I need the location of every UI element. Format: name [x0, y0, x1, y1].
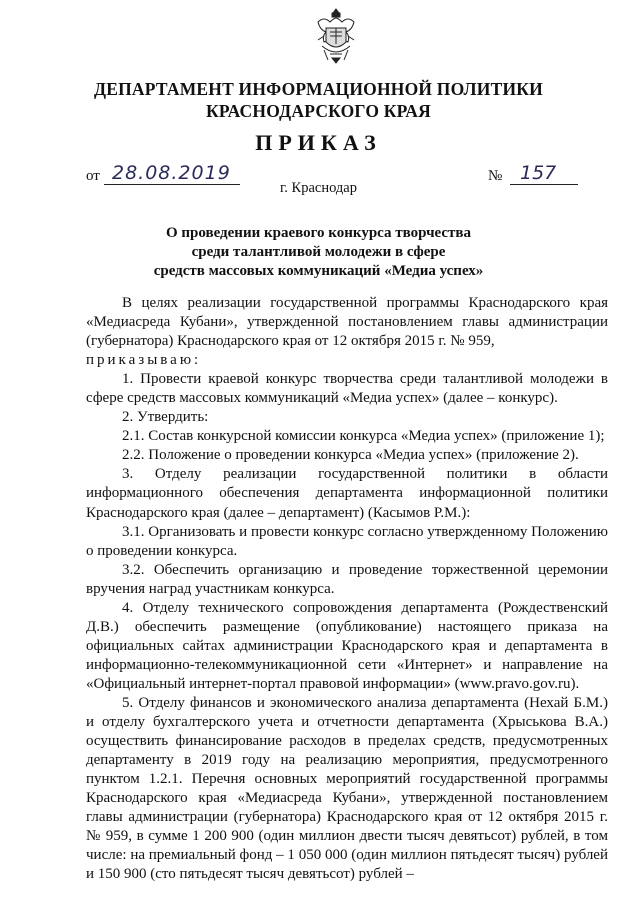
handwritten-date: 28.08.2019	[112, 162, 231, 184]
document-type-heading: ПРИКАЗ	[255, 130, 382, 155]
paragraph-5: 5. Отделу финансов и экономического анализа департамента (Нехай Б.М.) и отделу бухгалтерского учета и отчетности департамента (Хрыськова В.А.) осуществить финансирование расходов в пределах средств, предусмотренных департаменту в 2019 году на реализацию мероприятия, предусмотренного пунктом 1.2.1. Перечня основных мероприятий государственной программы Краснодарского края «Медиасреда Кубани», утвержденной постановлением главы администрации (губернатора) Краснодарского края от 12 октября 2015 г. № 959, в сумме 1 200 900 (один миллион двести тысяч девятьсот) рублей, в том числе: на премиальный фонд – 1 050 000 (один миллион пятьдесят тысяч) рублей и 150 900 (сто пятьдесят тысяч девятьсот) рублей –	[86, 694, 608, 883]
department-name-line1: ДЕПАРТАМЕНТ ИНФОРМАЦИОННОЙ ПОЛИТИКИ	[94, 79, 543, 99]
paragraph-3-1: 3.1. Организовать и провести конкурс согласно утвержденному Положению о проведении конкурса.	[86, 523, 608, 559]
order-body	[86, 294, 608, 884]
date-label: от	[86, 168, 100, 184]
paragraph-intro: В целях реализации государственной программы Краснодарского края «Медиасреда Кубани», утвержденной постановлением главы администрации (губернатора) Краснодарского края от 12 октября 2015 г. № 959,	[86, 295, 608, 350]
paragraph-2-1: 2.1. Состав конкурсной комиссии конкурса «Медиа успех» (приложение 1);	[122, 428, 605, 445]
paragraph-2-2: 2.2. Положение о проведении конкурса «Медиа успех» (приложение 2).	[122, 447, 579, 464]
order-title-line1: О проведении краевого конкурса творчества	[165, 225, 472, 241]
department-name-line2: КРАСНОДАРСКОГО КРАЯ	[206, 101, 431, 121]
paragraph-orders: приказываю:	[86, 352, 202, 369]
order-title-line2: среди талантливой молодежи в сфере	[191, 244, 446, 260]
paragraph-1: 1. Провести краевой конкурс творчества среди талантливой молодежи в сфере средств массовых коммуникаций «Медиа успех» (далее – конкурс).	[86, 371, 608, 407]
paragraph-3-2: 3.2. Обеспечить организацию и проведение торжественной церемонии вручения наград участникам конкурса.	[86, 561, 608, 597]
coat-of-arms-icon	[312, 6, 360, 66]
number-label: №	[488, 168, 503, 184]
city: г. Краснодар	[279, 180, 357, 196]
paragraph-4: 4. Отделу технического сопровождения департамента (Рождественский Д.В.) обеспечить размещение (опубликование) настоящего приказа на официальных сайтах администрации Краснодарского края и департамента в информационно-телекоммуникационной сети «Интернет» и направление на «Официальный интернет-портал правовой информации» (www.pravo.gov.ru).	[86, 599, 608, 692]
paragraph-3: 3. Отделу реализации государственной политики в области информационного обеспечения департамента информационной политики Краснодарского края (далее – департамент) (Касымов Р.М.):	[86, 466, 608, 521]
handwritten-number: 157	[520, 162, 557, 184]
order-title-line3: средств массовых коммуникаций «Медиа успех»	[153, 263, 484, 279]
paragraph-2: 2. Утвердить:	[122, 409, 209, 426]
